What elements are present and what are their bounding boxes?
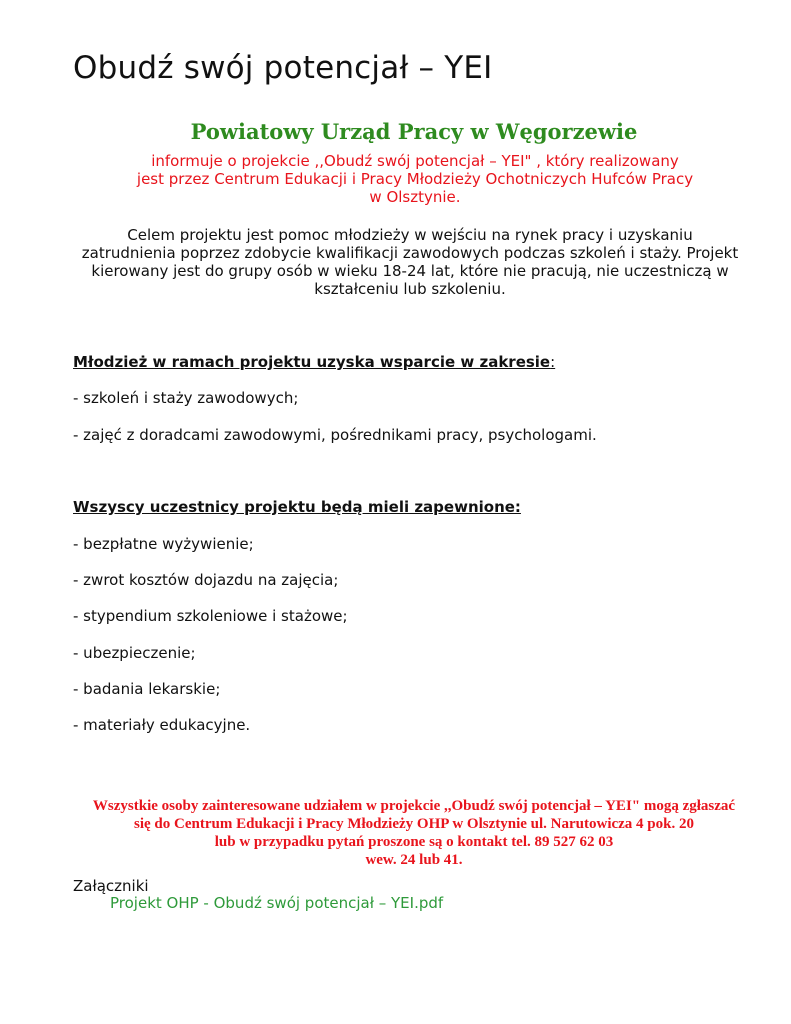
provided-item: - ubezpieczenie; [73,644,196,662]
support-item: - zajęć z doradcami zawodowymi, pośrednikami pracy, psychologami. [73,426,597,444]
goal-line: kształceniu lub szkoleniu. [314,280,506,298]
goal-paragraph [64,226,756,298]
provided-item: - stypendium szkoleniowe i stażowe; [73,607,348,625]
contact-line: lub w przypadku pytań proszone są o kontakt tel. 89 527 62 03 [214,834,614,850]
provided-item: - materiały edukacyjne. [73,716,251,734]
contact-line: się do Centrum Edukacji i Pracy Młodzieży OHP w Olsztynie ul. Narutowicza 4 pok. 20 [134,816,694,832]
attachment-link[interactable]: Projekt OHP - Obudź swój potencjał – YEI.pdf [110,894,444,912]
provided-item: - zwrot kosztów dojazdu na zajęcia; [73,571,339,589]
support-item: - szkoleń i staży zawodowych; [73,389,299,407]
contact-line: wew. 24 lub 41. [365,852,463,868]
contact-line: Wszystkie osoby zainteresowane udziałem w projekcie ,,Obudź swój potencjał – YEI" mogą zgłaszać [92,798,736,814]
goal-line: zatrudnienia poprzez zdobycie kwalifikacji zawodowych podczas szkoleń i staży. Projekt [81,244,739,262]
inform-line: w Olsztynie. [369,188,461,206]
inform-line: informuje o projekcie ,,Obudź swój potencjał – YEI" , który realizowany [151,152,679,170]
inform-paragraph [100,152,730,206]
provided-item: - badania lekarskie; [73,680,221,698]
goal-line: Celem projektu jest pomoc młodzieży w wejściu na rynek pracy i uzyskaniu [127,226,693,244]
support-heading-text: Młodzież w ramach projektu uzyska wsparcie w zakresie [73,353,551,371]
contact-paragraph [40,797,788,869]
goal-line: kierowany jest do grupy osób w wieku 18-24 lat, które nie pracują, nie uczestniczą w [91,262,729,280]
support-heading-colon: : [550,353,556,371]
office-name: Powiatowy Urząd Pracy w Węgorzewie [190,119,638,144]
inform-line: jest przez Centrum Edukacji i Pracy Młodzieży Ochotniczych Hufców Pracy [136,170,694,188]
provided-heading: Wszyscy uczestnicy projektu będą mieli zapewnione: [73,498,521,516]
page-title: Obudź swój potencjał – YEI [73,50,493,86]
attachments-label: Załączniki [73,877,149,895]
support-heading [73,353,555,371]
provided-item: - bezpłatne wyżywienie; [73,535,254,553]
